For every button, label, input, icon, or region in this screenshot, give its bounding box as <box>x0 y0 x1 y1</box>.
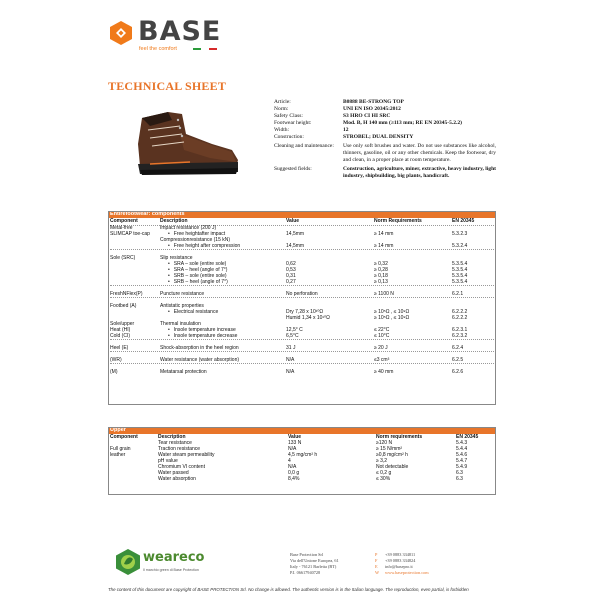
cell-description: Water resistance (water absorption) <box>160 357 240 363</box>
cell-norm: ≥ 10⁵Ω , ≤ 10⁹Ω <box>374 309 410 315</box>
upper-table <box>110 434 494 494</box>
cell-description: Compressionresistance (15 kN) <box>160 237 231 243</box>
company-line: Via dell'Unione Europea, 61 <box>290 558 339 563</box>
weareco-name: weareco <box>143 550 205 565</box>
cell-component: Metal-free <box>110 225 133 231</box>
cell-norm: ≤ 10°C <box>374 333 390 339</box>
cell-norm: ≥ 3,2 <box>376 458 388 464</box>
cell-norm: ≤ 22°C <box>374 327 390 333</box>
cell-component: Cold (CI) <box>110 333 131 339</box>
cell-component: Footbed (A) <box>110 303 137 309</box>
cell-value: N/A <box>288 446 297 452</box>
cell-norm: ≤ 0,2 g <box>376 470 392 476</box>
row-divider <box>110 297 494 298</box>
cell-description: • SRA – sole (entire sole) <box>168 261 226 267</box>
cell-value: N/A <box>286 357 295 363</box>
cell-norm: ≥ 14 mm <box>374 231 394 237</box>
cell-description: Water steam permeability <box>158 452 215 458</box>
col-header-en: EN 20345 <box>456 434 479 440</box>
cell-description: pH value <box>158 458 178 464</box>
cell-en: 6.2.6 <box>452 369 464 375</box>
cell-description: Impact resistance (200 J) <box>160 225 217 231</box>
contact-value[interactable]: info@basepro.it <box>385 564 413 569</box>
cell-description: • Free height after compression <box>168 243 240 249</box>
cell-value: 0,0 g <box>288 470 300 476</box>
table1-title: Entirefootwear: components <box>108 211 496 218</box>
cell-en: 6.3 <box>456 470 463 476</box>
spec-value: 12 <box>343 127 349 133</box>
cell-value: 14,5mm <box>286 231 305 237</box>
legal-notice: The content of this document are copyright of BASE PROTECTION Srl. No change is allowed. The authentic version is in the Italian language. The reproduction, even partial, is forbidden <box>108 587 469 592</box>
row-divider <box>110 339 494 340</box>
cell-norm: ≥ 10⁵Ω , ≤ 10⁹Ω <box>374 315 410 321</box>
cell-value: Dry 7,28 x 10¹⁰Ω <box>286 309 324 315</box>
cell-norm: ≥ 0,32 <box>374 261 388 267</box>
table2-title: Upper <box>108 427 496 434</box>
sheet-title: TECHNICAL SHEET <box>108 79 227 93</box>
col-header-norm: Norm requirements <box>376 434 423 440</box>
cell-description: • SRA – heel (angle of 7°) <box>168 267 227 273</box>
spec-row <box>274 134 496 141</box>
cell-component: SLIMCAP toe-cap <box>110 231 150 237</box>
spec-label: Article: <box>274 99 291 105</box>
spec-row <box>274 166 496 180</box>
cell-en: 5.3.5.4 <box>452 279 468 285</box>
col-header-component: Component <box>110 434 138 440</box>
spec-label: Safety Class: <box>274 113 303 119</box>
spec-label: Suggested fields: <box>274 166 312 172</box>
spec-row <box>274 120 496 127</box>
weareco-logo <box>114 548 214 582</box>
cell-value: 0,62 <box>286 261 296 267</box>
cell-value: 0,53 <box>286 267 296 273</box>
cell-value: 133 N <box>288 440 302 446</box>
cell-norm: ≥ 15 N/mm² <box>376 446 403 452</box>
company-line: P.I. 06617940728 <box>290 570 321 575</box>
cell-description: Chromium VI content <box>158 464 205 470</box>
cell-value: N/A <box>286 369 295 375</box>
spec-value: Construction, agriculture, miner, extractive, heavy industry, light industry, shipbuilding, big plants, handicraft. <box>343 166 496 179</box>
spec-value: UNI EN ISO 20345:2012 <box>343 106 401 112</box>
cell-description: Shock-absorption in the heel region <box>160 345 239 351</box>
cell-description: Tear resistance <box>158 440 192 446</box>
spec-value: Mod. B, H 140 mm (≥113 mm; RE EN 20345-5.2.2) <box>343 120 462 126</box>
cell-value: 31 J <box>286 345 296 351</box>
company-contacts <box>375 552 429 576</box>
cell-description: Water absorption <box>158 476 196 482</box>
contact-label: P <box>375 552 378 557</box>
cell-component: Heel (E) <box>110 345 129 351</box>
spec-row <box>274 113 496 120</box>
cell-component: Heat (HI) <box>110 327 131 333</box>
cell-component: (WR) <box>110 357 122 363</box>
cell-value: 4,5 mg/cm² h <box>288 452 318 458</box>
cell-en: 6.2.5 <box>452 357 464 363</box>
contact-label: F <box>375 558 378 563</box>
col-header-en: EN 20345 <box>452 218 475 224</box>
cell-description: Antistatic properties <box>160 303 204 309</box>
cell-norm: ≥ 40 mm <box>374 369 394 375</box>
spec-row <box>274 143 496 164</box>
cell-component: (M) <box>110 369 118 375</box>
cell-value: 0,27 <box>286 279 296 285</box>
col-header-description: Description <box>160 218 188 224</box>
cell-component: Sole/upper <box>110 321 135 327</box>
cell-en: 5.4.3 <box>456 440 468 446</box>
cell-value: 14,5mm <box>286 243 305 249</box>
company-address <box>290 552 339 576</box>
cell-en: 6.2.1 <box>452 291 464 297</box>
cell-en: 6.2.2.2 <box>452 309 468 315</box>
cell-en: 5.3.2.3 <box>452 231 468 237</box>
cell-description: • Electrical resistance <box>168 309 218 315</box>
cell-en: 6.2.4 <box>452 345 464 351</box>
contact-label: W <box>375 570 380 575</box>
brand-name: BASE <box>138 16 222 47</box>
cell-component: FreshNFlex(P) <box>110 291 143 297</box>
cell-description: Metatarsal protection <box>160 369 207 375</box>
cell-norm: ≤ 30% <box>376 476 391 482</box>
company-line: Base Protection Srl <box>290 552 324 557</box>
cell-en: 5.4.9 <box>456 464 468 470</box>
spec-list <box>274 99 496 180</box>
cell-norm: ≥ 14 mm <box>374 243 394 249</box>
base-logo <box>108 16 228 54</box>
cell-description: • SRB – heel (angle of 7°) <box>168 279 228 285</box>
spec-value: Use only soft brushes and water. Do not use substances like alcohol, thinners, gasoline, oil or any other chemicals. Keep the footwear, dry and clean, in a proper place at room temperature. <box>343 143 496 163</box>
row-divider <box>110 249 494 250</box>
spec-value: B0888 BE-STRONG TOP <box>343 99 404 105</box>
cell-en: 5.3.2.4 <box>452 243 468 249</box>
col-header-value: Value <box>286 218 300 224</box>
cell-description: • Free heightafter impact <box>168 231 225 237</box>
spec-label: Width: <box>274 127 290 133</box>
cell-description: Traction resistance <box>158 446 201 452</box>
cell-en: 6.3 <box>456 476 463 482</box>
cell-value: N/A <box>288 464 297 470</box>
spec-label: Footwear height: <box>274 120 312 126</box>
cell-norm: ≥ 20 J <box>374 345 388 351</box>
cell-en: 5.3.5.4 <box>452 267 468 273</box>
brand-tagline: feel the comfort <box>139 46 177 52</box>
cell-norm: ≥ 0,28 <box>374 267 388 273</box>
cell-en: 5.3.5.4 <box>452 273 468 279</box>
weareco-tagline: Il marchio green di Base Protection <box>143 568 199 572</box>
italian-flag-stripe <box>193 48 217 50</box>
cell-value: 8,4% <box>288 476 300 482</box>
cell-component: leather <box>110 452 126 458</box>
components-table <box>110 218 494 404</box>
contact-value: +39 0883 334811 <box>385 552 416 557</box>
cell-component: Full grain <box>110 446 131 452</box>
row-divider <box>110 363 494 364</box>
cell-value: 12,5° C <box>286 327 303 333</box>
cell-component: Sole (SRC) <box>110 255 136 261</box>
cell-en: 5.4.7 <box>456 458 468 464</box>
cell-norm: ≥ 1100 N <box>374 291 394 297</box>
col-header-value: Value <box>288 434 302 440</box>
spec-value: STROBEL; DUAL DENSITY <box>343 134 414 140</box>
col-header-description: Description <box>158 434 186 440</box>
cell-norm: Not detectable <box>376 464 409 470</box>
cell-description: Thermal insulation <box>160 321 201 327</box>
cell-value: 6,5°C <box>286 333 299 339</box>
cell-description: Slip resistance <box>160 255 193 261</box>
cell-value: Humid 1,34 x 10¹⁰Ω <box>286 315 330 321</box>
cell-description: Water passed <box>158 470 189 476</box>
boot-product-image <box>120 104 250 178</box>
weareco-hex-icon <box>114 548 142 576</box>
cell-description: • Insole temperature decrease <box>168 333 237 339</box>
contact-label: E <box>375 564 378 569</box>
cell-norm: ≤3 cm³ <box>374 357 390 363</box>
spec-label: Norm: <box>274 106 289 112</box>
cell-en: 6.2.2.2 <box>452 315 468 321</box>
spec-label: Cleaning and maintenance: <box>274 143 334 149</box>
spec-row <box>274 106 496 113</box>
cell-description: Puncture resistance <box>160 291 205 297</box>
cell-en: 5.3.5.4 <box>452 261 468 267</box>
base-logo-hex-icon <box>108 20 134 46</box>
cell-value: 4 <box>288 458 291 464</box>
website-link[interactable]: www.baseprotection.com <box>385 570 429 575</box>
spec-value: S3 HRO CI HI SRC <box>343 113 391 119</box>
cell-value: No perforation <box>286 291 318 297</box>
cell-description: • Insole temperature increase <box>168 327 236 333</box>
contact-website <box>375 570 429 576</box>
cell-en: 6.2.3.2 <box>452 333 468 339</box>
row-divider <box>110 351 494 352</box>
col-header-norm: Norm Requirements <box>374 218 422 224</box>
row-divider <box>110 285 494 286</box>
cell-description: • SRB – sole (entire sole) <box>168 273 227 279</box>
cell-norm: ≥0,8 mg/cm² h <box>376 452 408 458</box>
col-header-component: Component <box>110 218 138 224</box>
cell-en: 5.4.4 <box>456 446 468 452</box>
cell-en: 5.4.6 <box>456 452 468 458</box>
cell-norm: ≥ 0,13 <box>374 279 388 285</box>
cell-norm: ≥ 0,18 <box>374 273 388 279</box>
cell-en: 6.2.3.1 <box>452 327 468 333</box>
spec-row <box>274 127 496 134</box>
cell-norm: ≥120 N <box>376 440 393 446</box>
spec-label: Construction: <box>274 134 304 140</box>
contact-value: +39 0883 334824 <box>385 558 416 563</box>
spec-row <box>274 99 496 106</box>
company-line: Italy - 76121 Barletta (BT) <box>290 564 337 569</box>
cell-value: 0,31 <box>286 273 296 279</box>
